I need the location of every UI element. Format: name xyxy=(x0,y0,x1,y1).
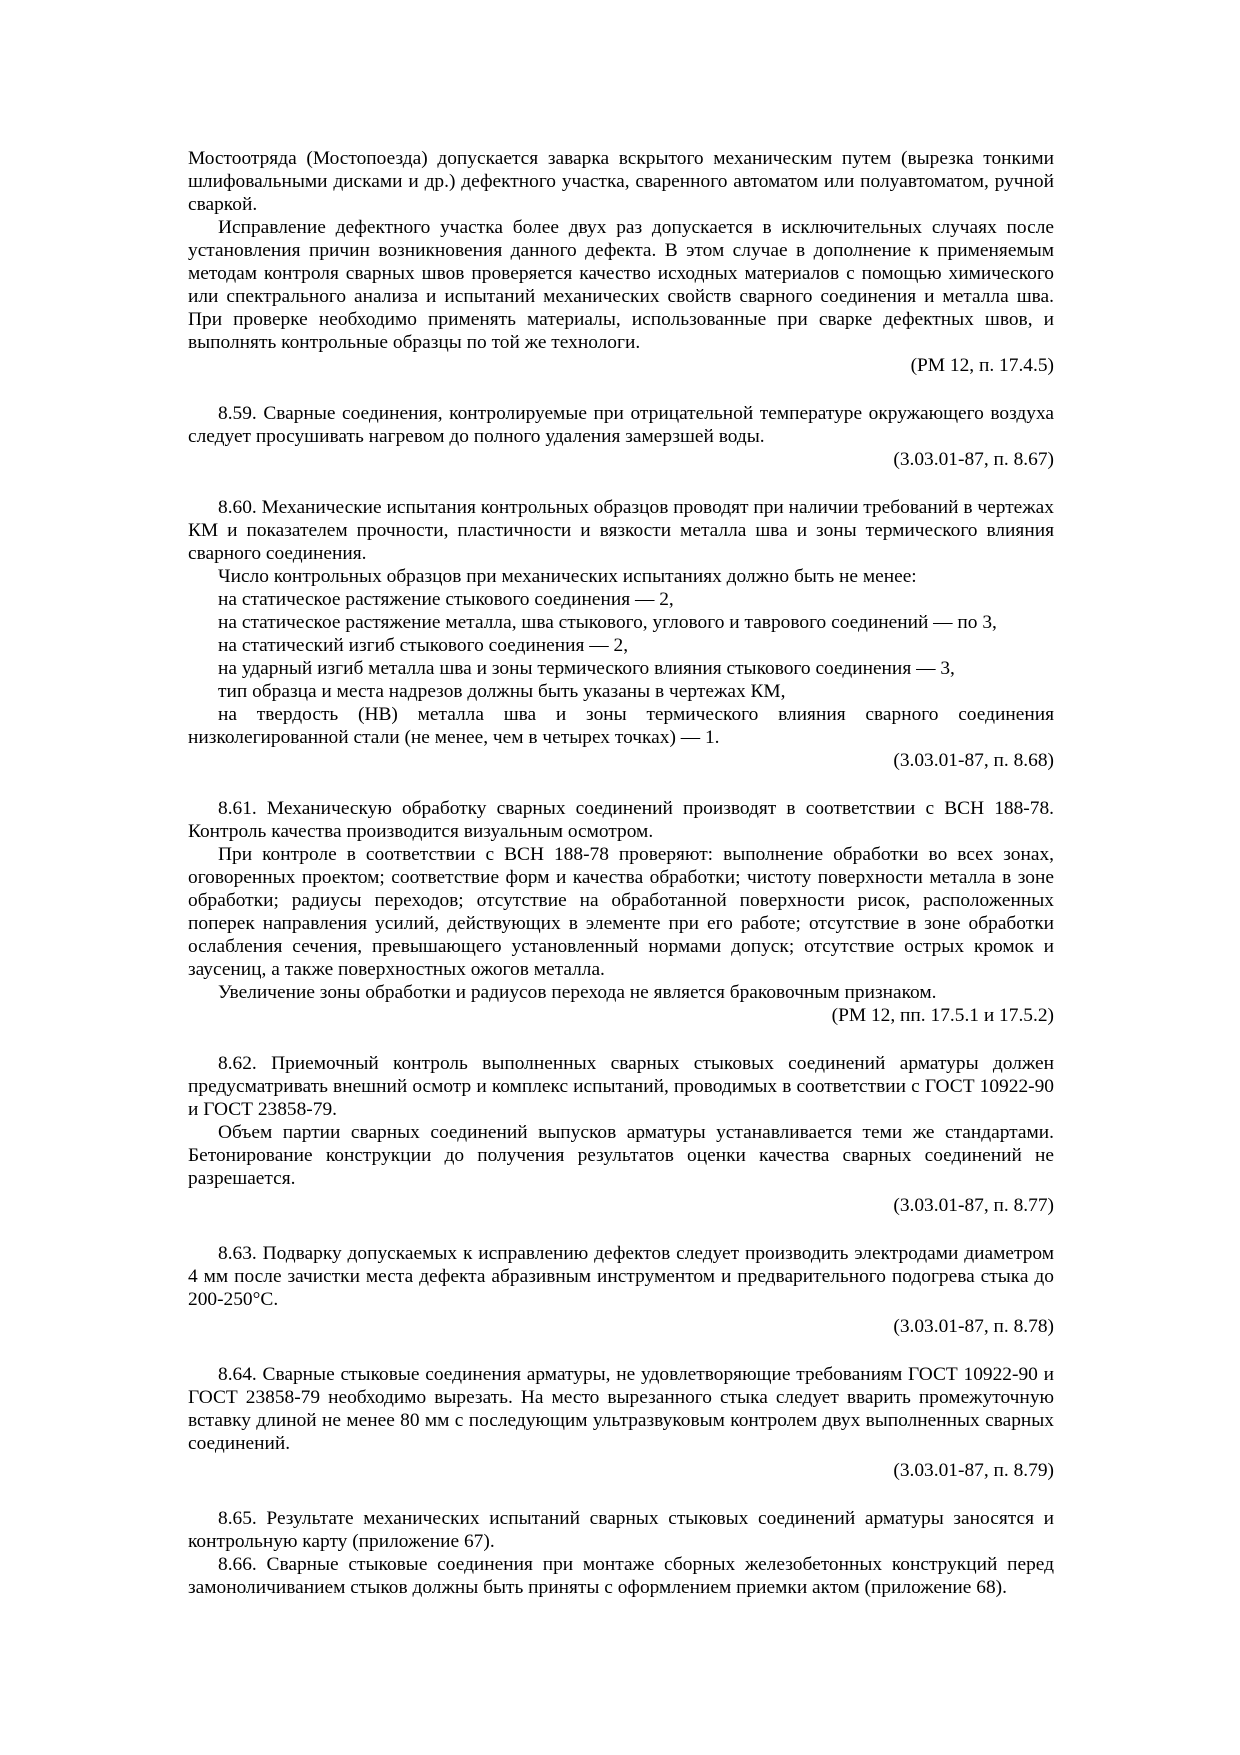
section-8-65 xyxy=(188,1507,1054,1553)
paragraph: 8.61. Механическую обработку сварных соединений производят в соответствии с ВСН 188-78. Контроль качества производится визуальным осмотром. xyxy=(188,798,1054,842)
paragraph: Исправление дефектного участка более двух раз допускается в исключительных случаях после установления причин возникновения данного дефекта. В этом случае в дополнение к применяемым методам контроля сварных швов проверяется качество исходных материалов с помощью химического или спектрального анализа и испытаний механических свойств сварного соединения и металла шва. При проверке необходимо применять материалы, использованные при сварке дефектных швов, и выполнять контрольные образцы по той же технологи. xyxy=(188,217,1054,353)
paragraph: 8.60. Механические испытания контрольных образцов проводят при наличии требований в чертежах КМ и показателем прочности, пластичности и вязкости металла шва и зоны термического влияния сварного соединения. xyxy=(188,497,1054,564)
section-8-60 xyxy=(188,496,1054,772)
reference: (3.03.01-87, п. 8.78) xyxy=(893,1316,1054,1337)
spacer xyxy=(188,1482,1054,1507)
spacer xyxy=(188,1338,1054,1363)
spacer xyxy=(188,471,1054,496)
list-item: на статическое растяжение металла, шва стыкового, углового и таврового соединений — по 3, xyxy=(218,612,997,633)
reference: (РМ 12, п. 17.4.5) xyxy=(910,355,1054,376)
list-item: на ударный изгиб металла шва и зоны термического влияния стыкового соединения — 3, xyxy=(218,658,955,679)
list-item: тип образца и места надрезов должны быть указаны в чертежах КМ, xyxy=(218,681,786,702)
spacer xyxy=(188,772,1054,797)
section-8-63 xyxy=(188,1242,1054,1338)
reference: (3.03.01-87, п. 8.68) xyxy=(893,750,1054,771)
section-8-66 xyxy=(188,1553,1054,1599)
section-8-64 xyxy=(188,1363,1054,1482)
paragraph: Объем партии сварных соединений выпусков арматуры устанавливается теми же стандартами. Бетонирование конструкции до получения результатов оценки качества сварных соединений не разрешается. xyxy=(188,1122,1054,1189)
spacer xyxy=(188,1217,1054,1242)
paragraph: Мостоотряда (Мостопоезда) допускается заварка вскрытого механическим путем (вырезка тонкими шлифовальными дисками и др.) дефектного участка, сваренного автоматом или полуавтоматом, ручной сваркой. xyxy=(188,148,1054,215)
intro-section xyxy=(188,147,1054,377)
section-8-61 xyxy=(188,797,1054,1027)
section-8-62 xyxy=(188,1052,1054,1217)
paragraph: 8.65. Результате механических испытаний сварных стыковых соединений арматуры заносятся и контрольную карту (приложение 67). xyxy=(188,1508,1054,1552)
paragraph: Число контрольных образцов при механических испытаниях должно быть не менее: xyxy=(218,566,917,587)
paragraph: 8.62. Приемочный контроль выполненных сварных стыковых соединений арматуры должен предусматривать внешний осмотр и комплекс испытаний, проводимых в соответствии с ГОСТ 10922-90 и ГОСТ 23858-79. xyxy=(188,1053,1054,1120)
reference: (3.03.01-87, п. 8.77) xyxy=(893,1195,1054,1216)
paragraph: При контроле в соответствии с ВСН 188-78 проверяют: выполнение обработки во всех зонах, оговоренных проектом; соответствие форм и качества обработки; чистоту поверхности металла в зоне обработки; радиусы переходов; отсутствие на обработанной поверхности рисок, расположенных поперек направления усилий, действующих в элементе при его работе; отсутствие в зоне обработки ослабления сечения, превышающего установленный нормами допуск; отсутствие острых кромок и заусениц, а также поверхностных ожогов металла. xyxy=(188,844,1054,980)
paragraph: 8.63. Подварку допускаемых к исправлению дефектов следует производить электродами диаметром 4 мм после зачистки места дефекта абразивным инструментом и предварительного подогрева стыка до 200-250°С. xyxy=(188,1243,1054,1310)
section-8-59 xyxy=(188,402,1054,471)
spacer xyxy=(188,1027,1054,1052)
list-item: на твердость (НВ) металла шва и зоны термического влияния сварного соединения низколегированной стали (не менее, чем в четырех точках) — 1. xyxy=(188,704,1054,748)
paragraph: 8.66. Сварные стыковые соединения при монтаже сборных железобетонных конструкций перед замоноличиванием стыков должны быть приняты с оформлением приемки актом (приложение 68). xyxy=(188,1554,1054,1598)
paragraph: 8.64. Сварные стыковые соединения арматуры, не удовлетворяющие требованиям ГОСТ 10922-90 и ГОСТ 23858-79 необходимо вырезать. На место вырезанного стыка следует вварить промежуточную вставку длиной не менее 80 мм с последующим ультразвуковым контролем двух выполненных сварных соединений. xyxy=(188,1364,1054,1454)
reference: (3.03.01-87, п. 8.67) xyxy=(893,449,1054,470)
list-item: на статический изгиб стыкового соединения — 2, xyxy=(218,635,629,656)
list-item: на статическое растяжение стыкового соединения — 2, xyxy=(218,589,674,610)
paragraph: 8.59. Сварные соединения, контролируемые при отрицательной температуре окружающего воздуха следует просушивать нагревом до полного удаления замерзшей воды. xyxy=(188,403,1054,447)
reference: (3.03.01-87, п. 8.79) xyxy=(893,1460,1054,1481)
reference: (РМ 12, пп. 17.5.1 и 17.5.2) xyxy=(831,1005,1054,1026)
spacer xyxy=(188,377,1054,402)
paragraph: Увеличение зоны обработки и радиусов перехода не является браковочным признаком. xyxy=(218,982,937,1003)
